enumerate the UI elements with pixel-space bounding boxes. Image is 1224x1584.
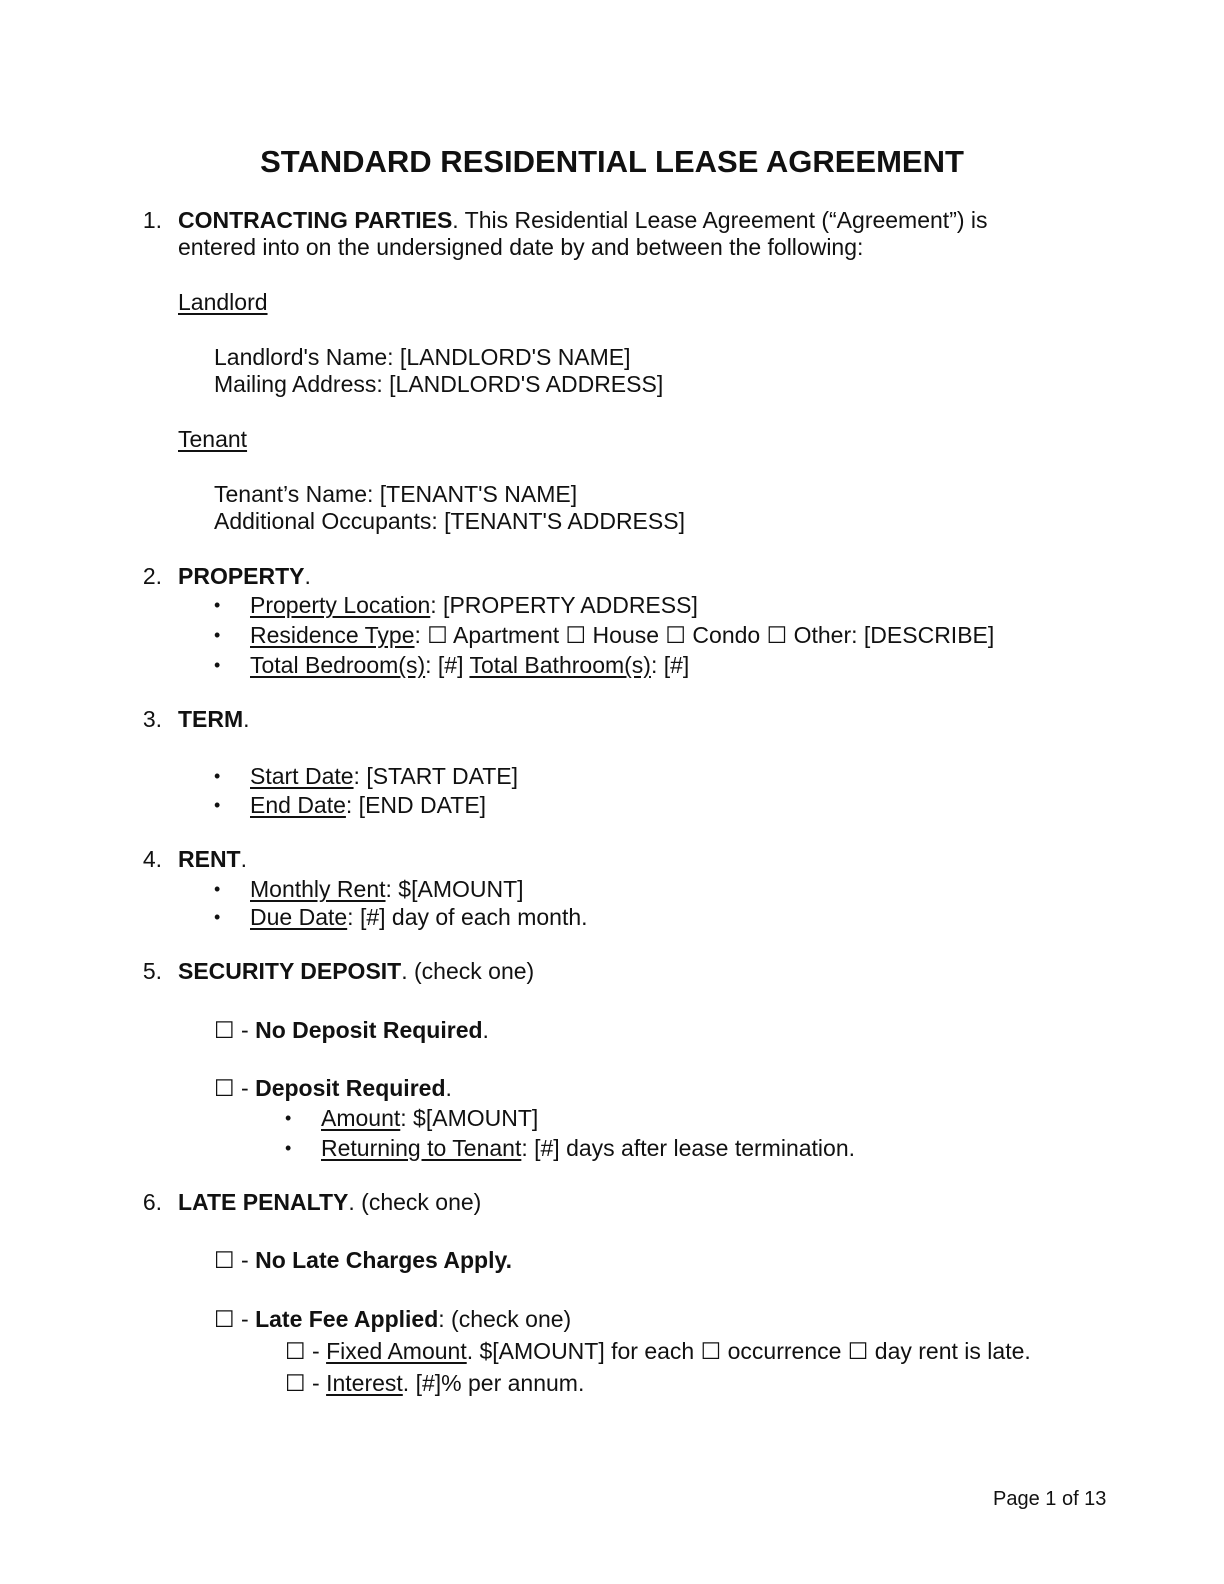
checkbox-icon[interactable]: ☐	[214, 1075, 235, 1101]
item-label: Due Date	[250, 904, 348, 930]
landlord-heading-text: Landlord	[178, 289, 268, 315]
bullet-icon: •	[285, 1138, 292, 1158]
bullet-icon: •	[214, 907, 221, 927]
section-heading: SECURITY DEPOSIT	[178, 958, 402, 984]
option-label: Fixed Amount	[326, 1338, 467, 1364]
section-1-line-1	[178, 207, 988, 234]
section-6-heading-line	[178, 1189, 481, 1216]
section-number: 4.	[142, 846, 162, 872]
deposit-return-item	[321, 1135, 855, 1162]
item-value: : ☐ Apartment ☐ House ☐ Condo ☐ Other: [DESCRIBE]	[414, 622, 995, 648]
option-label: No Late Charges Apply.	[255, 1247, 512, 1273]
option-label: Interest	[326, 1370, 403, 1396]
document-title: STANDARD RESIDENTIAL LEASE AGREEMENT	[260, 144, 964, 179]
no-deposit-option	[214, 1017, 489, 1044]
deposit-required-option	[214, 1075, 452, 1102]
tenant-heading	[178, 426, 247, 453]
tenant-name-field: Tenant’s Name: [TENANT'S NAME]	[214, 481, 578, 507]
item-label: Returning to Tenant	[321, 1135, 522, 1161]
option-text: .	[445, 1075, 452, 1101]
item-value: : [#] days after lease termination.	[521, 1135, 856, 1161]
section-number: 6.	[142, 1189, 162, 1215]
bullet-icon: •	[214, 766, 221, 786]
option-label: Deposit Required	[255, 1075, 446, 1101]
item-label: Property Location	[250, 592, 431, 618]
bullet-icon: •	[285, 1108, 292, 1128]
item-label: End Date	[250, 792, 346, 818]
checkbox-icon[interactable]: ☐	[285, 1338, 306, 1364]
dash-text: -	[234, 1247, 256, 1273]
item-label: Amount	[321, 1105, 401, 1131]
tenant-heading-text: Tenant	[178, 426, 248, 452]
item-value: : $[AMOUNT]	[385, 876, 524, 902]
section-3-heading-line	[178, 706, 250, 733]
option-text: . $[AMOUNT] for each ☐ occurrence ☐ day rent is late.	[466, 1338, 1031, 1364]
section-heading: LATE PENALTY	[178, 1189, 349, 1215]
checkbox-icon[interactable]: ☐	[214, 1306, 235, 1332]
option-label: Late Fee Applied	[255, 1306, 439, 1332]
option-text: . [#]% per annum.	[402, 1370, 585, 1396]
dash-text: -	[305, 1370, 327, 1396]
bullet-icon: •	[214, 795, 221, 815]
monthly-rent-item	[250, 876, 524, 903]
section-5-heading-line	[178, 958, 534, 985]
section-text: . (check one)	[348, 1189, 482, 1215]
no-late-charges-option	[214, 1247, 512, 1274]
late-fee-applied-option	[214, 1306, 571, 1333]
page-number: Page 1 of 13	[993, 1488, 1107, 1510]
section-number: 5.	[142, 958, 162, 984]
fixed-amount-option	[285, 1338, 1031, 1365]
section-heading: TERM	[178, 706, 244, 732]
option-label: No Deposit Required	[255, 1017, 483, 1043]
property-location-item	[250, 592, 698, 619]
item-value: : [END DATE]	[345, 792, 487, 818]
section-heading: PROPERTY	[178, 563, 305, 589]
landlord-address-field: Mailing Address: [LANDLORD'S ADDRESS]	[214, 371, 664, 397]
section-1-line-2: entered into on the undersigned date by and between the following:	[178, 234, 864, 260]
item-value: : [#]	[425, 652, 470, 678]
landlord-name-field: Landlord's Name: [LANDLORD'S NAME]	[214, 344, 631, 370]
tenant-occupants-field: Additional Occupants: [TENANT'S ADDRESS]	[214, 508, 685, 534]
due-date-item	[250, 904, 588, 931]
item-value: : [PROPERTY ADDRESS]	[430, 592, 698, 618]
section-2-heading-line	[178, 563, 311, 590]
item-label: Residence Type	[250, 622, 415, 648]
option-text: .	[482, 1017, 489, 1043]
section-number: 1.	[142, 207, 162, 233]
section-heading: CONTRACTING PARTIES	[178, 207, 453, 233]
section-text: . (check one)	[401, 958, 535, 984]
item-label: Total Bathroom(s)	[469, 652, 651, 678]
section-heading: RENT	[178, 846, 241, 872]
start-date-item	[250, 763, 518, 790]
landlord-heading	[178, 289, 268, 316]
interest-option	[285, 1370, 584, 1397]
item-value: : [#]	[650, 652, 690, 678]
item-value: : [START DATE]	[353, 763, 518, 789]
option-text: : (check one)	[438, 1306, 572, 1332]
item-value: : [#] day of each month.	[347, 904, 588, 930]
checkbox-icon[interactable]: ☐	[285, 1370, 306, 1396]
bullet-icon: •	[214, 879, 221, 899]
item-label: Start Date	[250, 763, 354, 789]
dash-text: -	[234, 1306, 256, 1332]
item-value: : $[AMOUNT]	[400, 1105, 539, 1131]
bullet-icon: •	[214, 655, 221, 675]
dash-text: -	[305, 1338, 327, 1364]
section-number: 3.	[142, 706, 162, 732]
bullet-icon: •	[214, 625, 221, 645]
end-date-item	[250, 792, 486, 819]
residence-type-item	[250, 622, 994, 649]
section-text: .	[304, 563, 311, 589]
section-text: .	[243, 706, 250, 732]
section-number: 2.	[142, 563, 162, 589]
section-4-heading-line	[178, 846, 247, 873]
item-label: Total Bedroom(s)	[250, 652, 426, 678]
item-label: Monthly Rent	[250, 876, 386, 902]
section-text: .	[240, 846, 248, 872]
dash-text: -	[234, 1017, 256, 1043]
checkbox-icon[interactable]: ☐	[214, 1017, 235, 1043]
deposit-amount-item	[321, 1105, 538, 1132]
checkbox-icon[interactable]: ☐	[214, 1247, 235, 1273]
bedrooms-bathrooms-item	[250, 652, 689, 679]
dash-text: -	[234, 1075, 256, 1101]
section-text: . This Residential Lease Agreement (“Agreement”) is	[452, 207, 988, 233]
bullet-icon: •	[214, 595, 221, 615]
